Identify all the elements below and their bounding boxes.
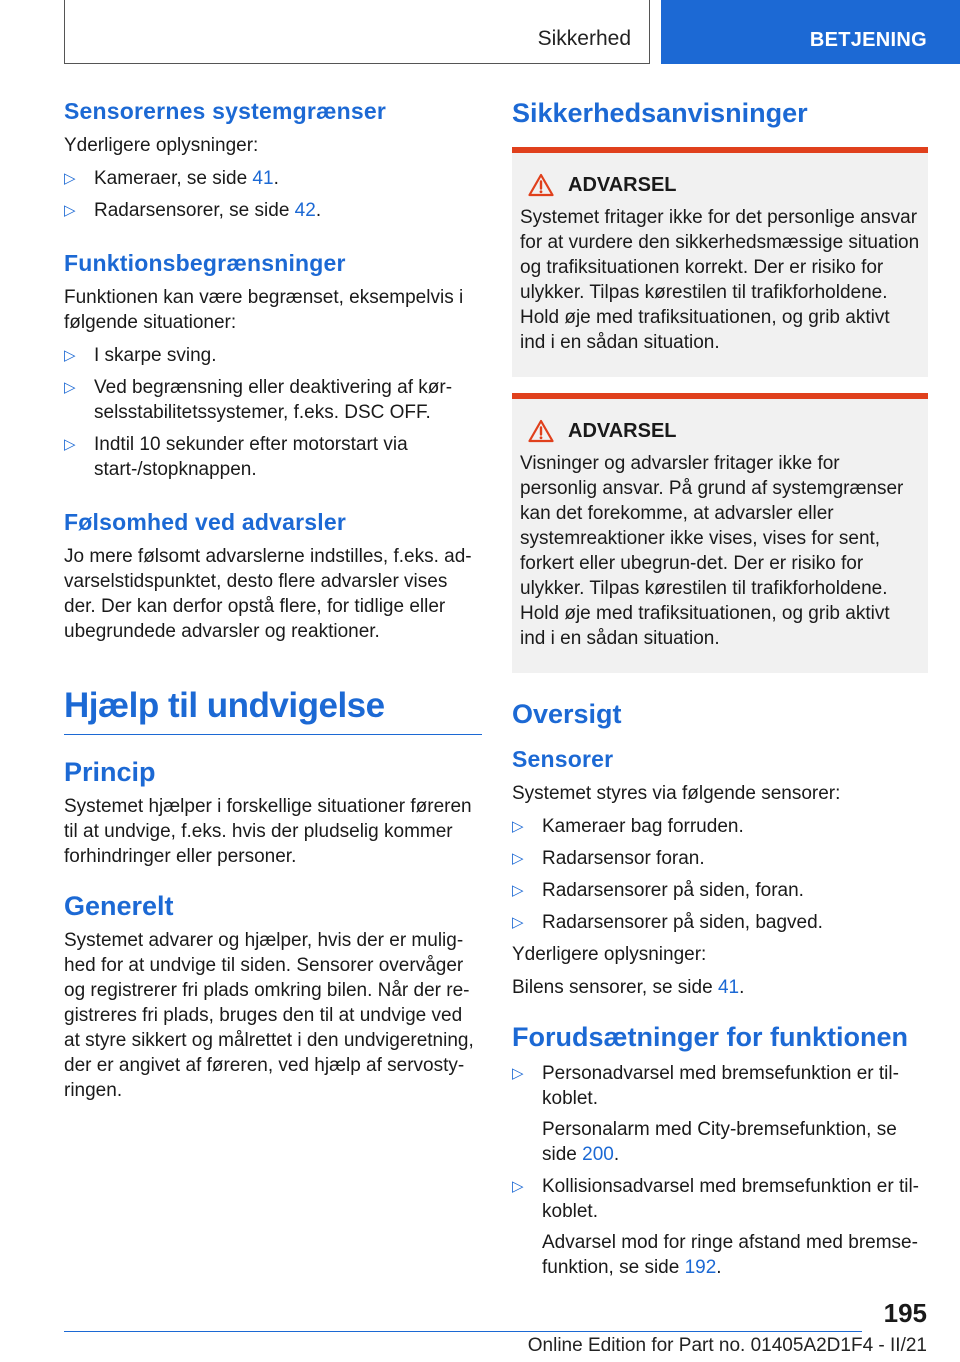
triangle-right-icon: ▷ xyxy=(512,818,524,835)
list-item: ▷ Ved begrænsning eller deaktivering af kør-selsstabilitetssystemer, f.eks. DSC OFF. xyxy=(64,377,453,423)
warning-box xyxy=(512,147,928,377)
heading-sensors: Sensorer xyxy=(512,746,614,772)
function-limits-intro: Funktionen kan være begrænset, eksempelvis i følgende situationer: xyxy=(64,287,464,333)
heading-principle: Princip xyxy=(64,757,156,787)
principle-text: Systemet hjælper i forskellige situationer føreren til at undvige, f.eks. hvis der pludselig kommer forhindringer eller personer. xyxy=(64,796,472,867)
heading-function-limits: Funktionsbegrænsninger xyxy=(64,250,346,276)
heading-evasion-aid: Hjælp til undvigelse xyxy=(64,686,482,735)
sensors-list xyxy=(512,814,928,935)
footer-edition: Online Edition for Part no. 01405A2D1F4 - II/21 xyxy=(527,1335,927,1356)
heading-sensor-limits: Sensorernes systemgrænser xyxy=(64,98,387,124)
list-item: ▷ Radarsensorer, se side 42. xyxy=(64,200,322,221)
warning-text: Systemet fritager ikke for det personlige ansvar for at vurdere den sikkerhedsmæssige situation og trafiksituationen korrekt. Der er risiko for ulykker. Tilpas kørestilen til trafikforholdene. Hold øje med trafiksituationen, og grib aktivt ind i en sådan situation. xyxy=(520,207,920,353)
list-item: ▷ Radarsensorer på siden, foran. xyxy=(512,880,804,901)
sensors-intro: Systemet styres via følgende sensorer: xyxy=(512,783,841,804)
list-item-subtext: Advarsel mod for ringe afstand med bremse-funktion, se side 192. xyxy=(542,1232,918,1278)
page-link[interactable]: 41 xyxy=(252,168,274,189)
triangle-right-icon: ▷ xyxy=(64,347,76,364)
heading-general: Generelt xyxy=(64,891,174,921)
triangle-right-icon: ▷ xyxy=(64,436,76,453)
page-link[interactable]: 42 xyxy=(294,200,316,221)
list-item: ▷ Kameraer bag forruden. xyxy=(512,816,744,837)
vehicle-sensors-reference: Bilens sensorer, se side 41. xyxy=(512,977,745,998)
sensor-limits-intro: Yderligere oplysninger: xyxy=(64,135,259,156)
more-info-label: Yderligere oplysninger: xyxy=(512,944,707,965)
header-section-title: Sikkerhed xyxy=(537,27,631,50)
general-text: Systemet advarer og hjælper, hvis der er mulig-hed for at undvige til siden. Sensorer overvåger og registrerer fri plads omkring bilen. Når der re-gistreres fri plads, bruges den til at undvige ved at styre sikkert og målrettet i den undvigeretning, der er angivet af føreren, ved hjælp af servosty-ringen. xyxy=(64,930,474,1101)
warning-triangle-icon xyxy=(528,173,554,197)
list-item: ▷ Kollisionsadvarsel med bremsefunktion er til-koblet. Advarsel mod for ringe afstand med bremse-funktion, se side 192. xyxy=(512,1174,928,1280)
page-link[interactable]: 41 xyxy=(717,977,740,998)
warning-text: Visninger og advarsler fritager ikke for personlig ansvar. På grund af systemgrænser kan det forekomme, at advarsler eller systemreaktioner ikke vises, vises for sent, forkert eller ubegrun-det. Der er risiko for ulykker. Tilpas kørestilen til trafikforholdene. Hold øje med trafiksituationen, og grib aktivt ind i en sådan situation. xyxy=(520,453,904,649)
list-item-subtext: Personalarm med City-bremsefunktion, se side 200. xyxy=(542,1119,897,1165)
list-item: ▷ I skarpe sving. xyxy=(64,345,217,366)
heading-overview: Oversigt xyxy=(512,699,622,729)
triangle-right-icon: ▷ xyxy=(64,379,76,396)
page-link[interactable]: 200 xyxy=(582,1144,614,1165)
header-chapter-title: BETJENING xyxy=(809,29,927,51)
triangle-right-icon: ▷ xyxy=(512,1065,524,1082)
function-limits-list xyxy=(64,343,482,482)
list-item: ▷ Kameraer, se side 41. xyxy=(64,168,279,189)
heading-safety-notes: Sikkerhedsanvisninger xyxy=(512,98,808,128)
warning-sensitivity-text: Jo mere følsomt advarslerne indstilles, f.eks. ad-varselstidspunktet, desto flere advarsler vises der. Der kan derfor opstå flere, for tidlige eller ubegrundede advarsler og reaktioner. xyxy=(64,546,472,642)
warning-triangle-icon xyxy=(528,419,554,443)
page-number: 195 xyxy=(883,1298,927,1328)
page-link[interactable]: 192 xyxy=(684,1257,717,1278)
list-item: ▷ Personadvarsel med bremsefunktion er til-koblet. Personalarm med City-bremsefunktion, se side 200. xyxy=(512,1061,928,1167)
header-section-box xyxy=(64,0,650,64)
triangle-right-icon: ▷ xyxy=(512,914,524,931)
sensor-limits-list xyxy=(64,166,482,223)
left-column xyxy=(64,98,482,1103)
header-chapter-tab[interactable] xyxy=(661,0,960,64)
triangle-right-icon: ▷ xyxy=(64,170,76,187)
footer-divider xyxy=(64,1331,862,1332)
heading-warning-sensitivity: Følsomhed ved advarsler xyxy=(64,509,346,535)
list-item: ▷ Radarsensor foran. xyxy=(512,848,705,869)
triangle-right-icon: ▷ xyxy=(64,202,76,219)
right-column xyxy=(512,98,928,1287)
triangle-right-icon: ▷ xyxy=(512,1178,524,1195)
list-item: ▷ Radarsensorer på siden, bagved. xyxy=(512,912,823,933)
heading-prerequisites: Forudsætninger for funktionen xyxy=(512,1022,908,1052)
prerequisites-list xyxy=(512,1061,928,1280)
triangle-right-icon: ▷ xyxy=(512,850,524,867)
warning-title: ADVARSEL xyxy=(568,173,677,196)
warning-title: ADVARSEL xyxy=(568,419,677,442)
list-item: ▷ Indtil 10 sekunder efter motorstart via start-/stopknappen. xyxy=(64,434,408,480)
warning-box xyxy=(512,393,928,673)
triangle-right-icon: ▷ xyxy=(512,882,524,899)
